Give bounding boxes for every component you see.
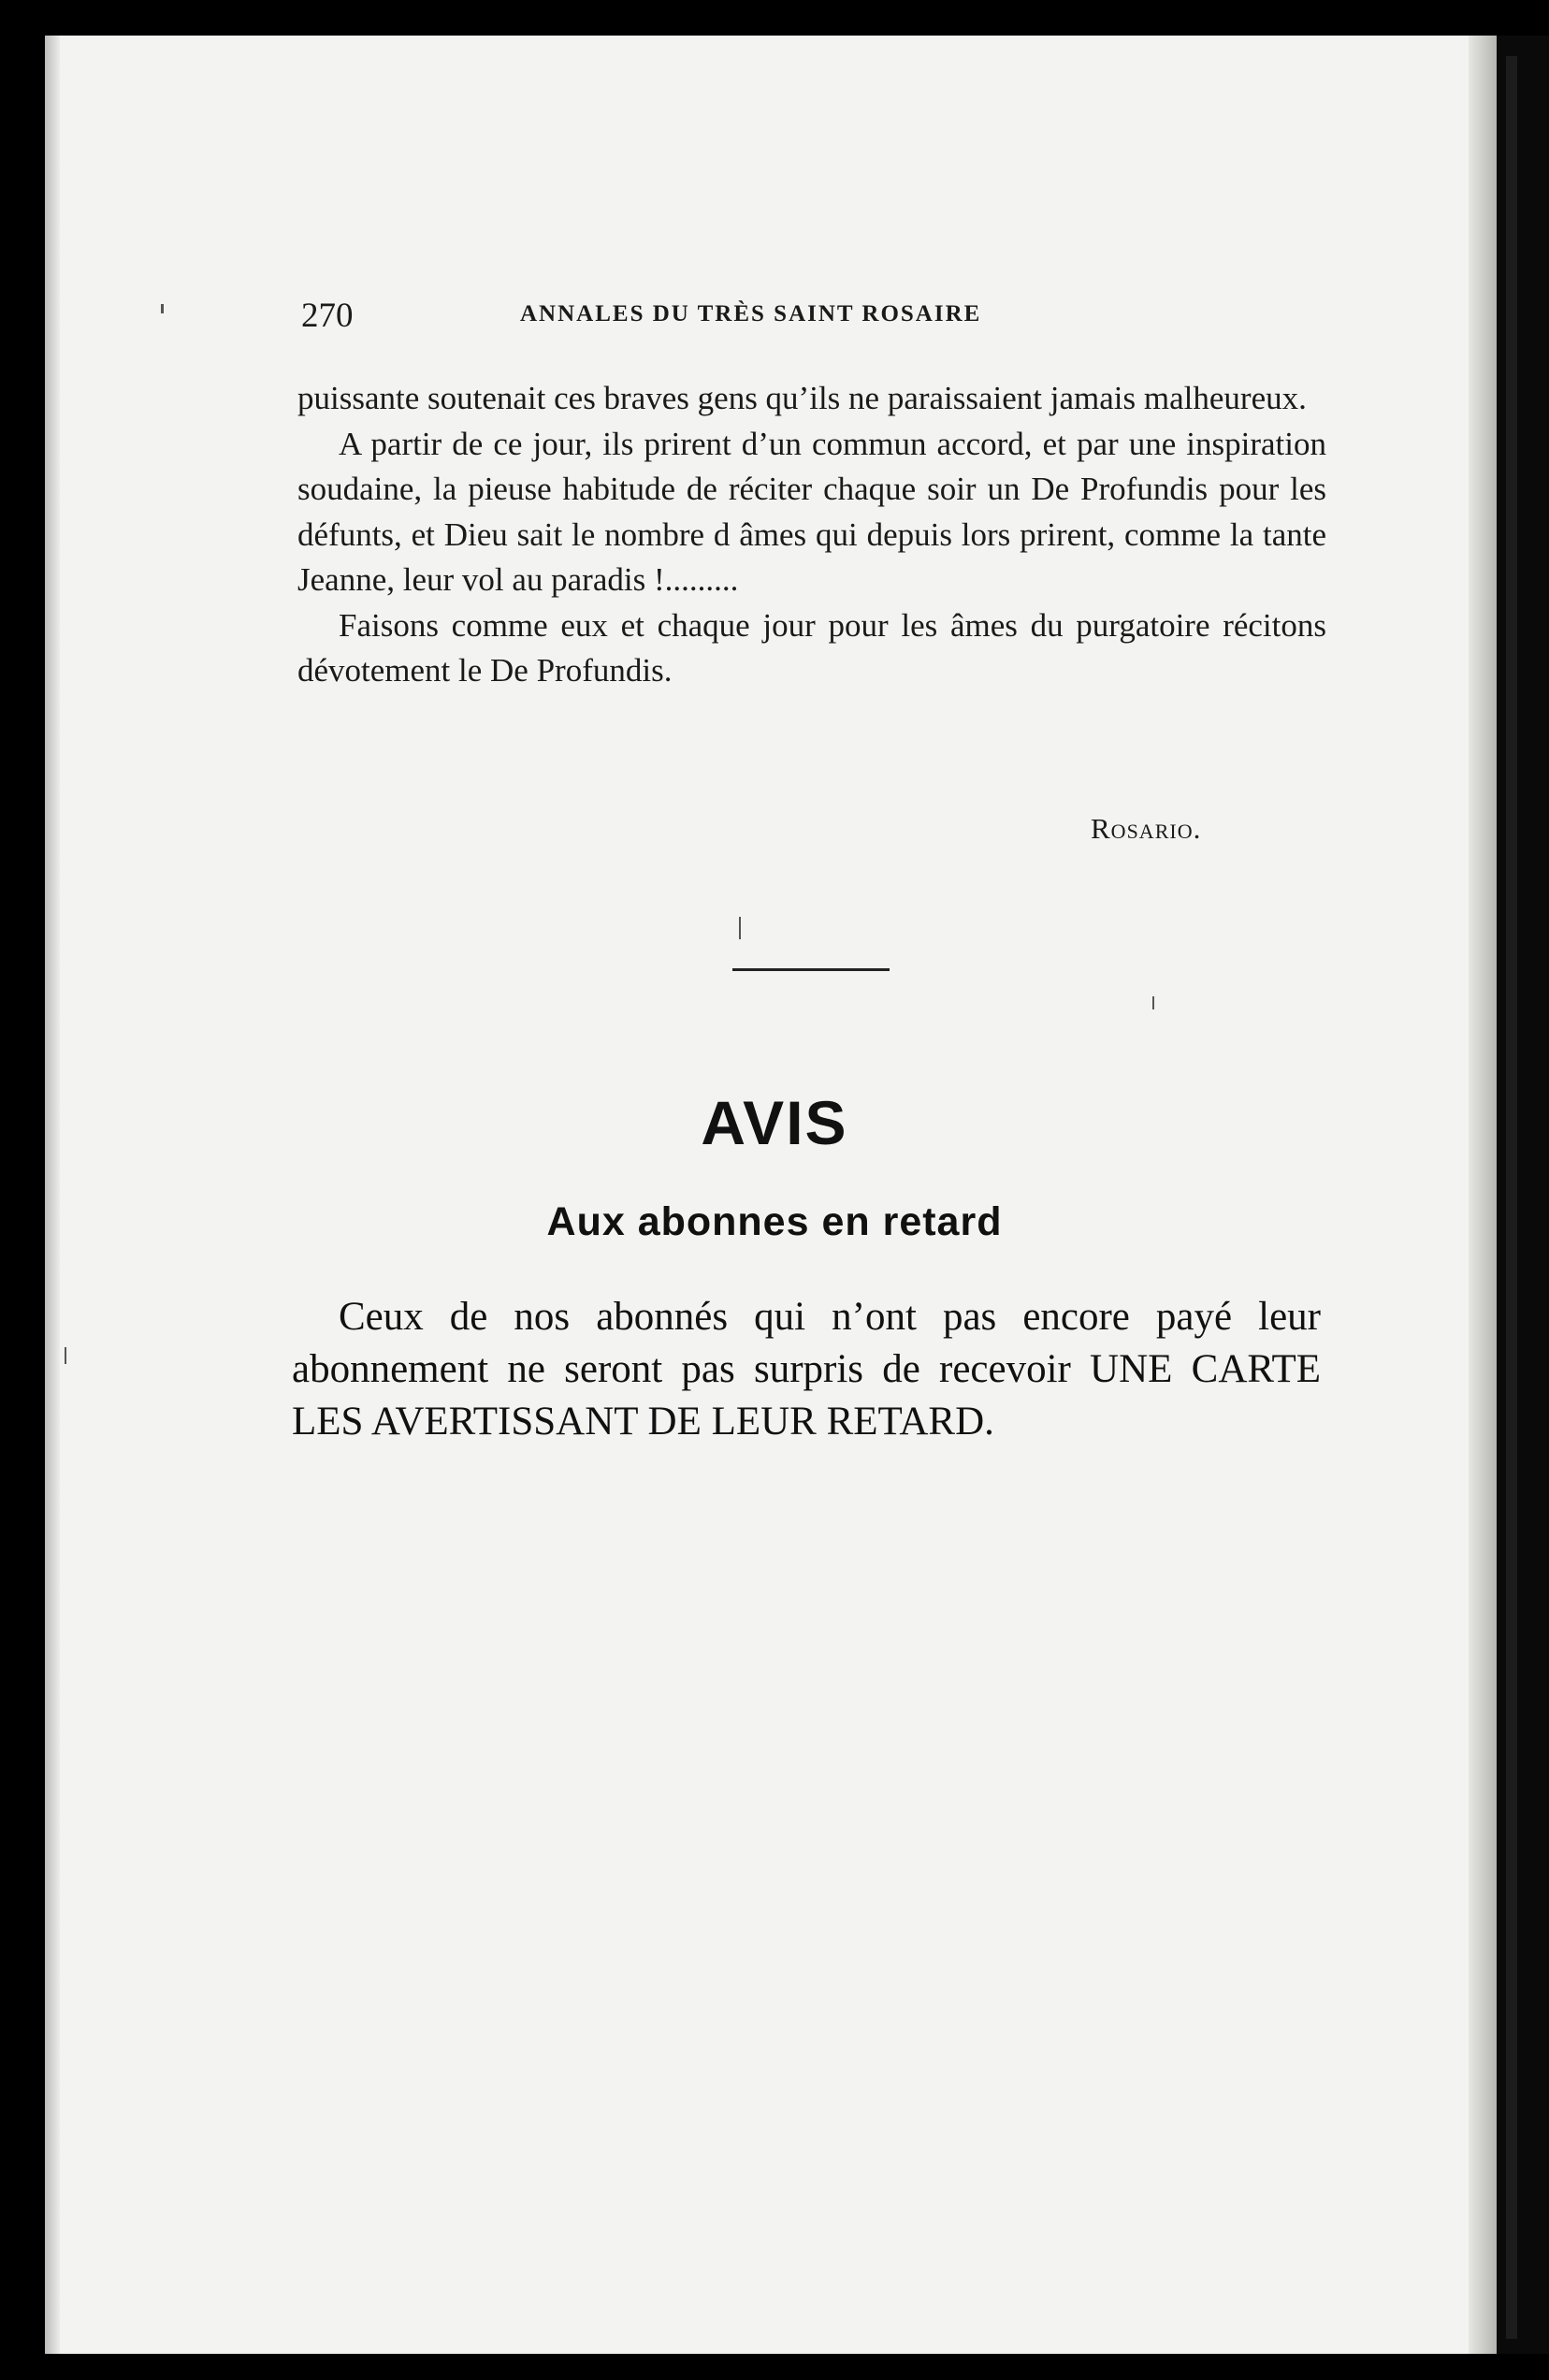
- page-number: 270: [301, 297, 354, 335]
- scan-speck: [739, 917, 741, 939]
- scan-speck: [1152, 996, 1154, 1009]
- running-title: ANNALES DU TRÈS SAINT ROSAIRE: [520, 301, 982, 327]
- running-header: [301, 296, 1330, 337]
- notice-text: Ceux de nos abonnés qui n’ont pas encore payé leur abonnement ne seront pas surpris de recevoir UNE CARTE LES AVERTISSANT DE LEUR RETARD.: [292, 1295, 1321, 1444]
- scan-top-border: [0, 0, 1549, 37]
- scan-right-border: [1497, 36, 1549, 2354]
- scan-speck: [161, 304, 164, 313]
- article-body: [297, 376, 1326, 694]
- notice-heading: AVIS: [701, 1088, 848, 1157]
- article-paragraph: puissante soutenait ces braves gens qu’ils ne paraissaient jamais malheureux.: [297, 380, 1307, 416]
- article-signature: Rosario.: [1091, 812, 1202, 845]
- scan-bottom-border: [0, 2354, 1549, 2380]
- article-paragraph: Faisons comme eux et chaque jour pour les âmes du purgatoire récitons dévotement le De Profundis.: [297, 606, 1326, 689]
- notice-subheading: Aux abonnes en retard: [546, 1199, 1003, 1244]
- section-divider: [732, 968, 890, 971]
- page-right-shadow: [1469, 36, 1497, 2354]
- scan-speck: [65, 1347, 66, 1364]
- page-left-shadow: [45, 36, 60, 2354]
- article-paragraph: A partir de ce jour, ils prirent d’un commun accord, et par une inspiration soudaine, la pieuse habitude de réciter chaque soir un De Profundis pour les défunts, et Dieu sait le nombre d âmes qui depuis lors prirent, comme la tante Jeanne, leur vol au paradis !.........: [297, 425, 1326, 598]
- adjacent-page-edge: [1506, 56, 1517, 2339]
